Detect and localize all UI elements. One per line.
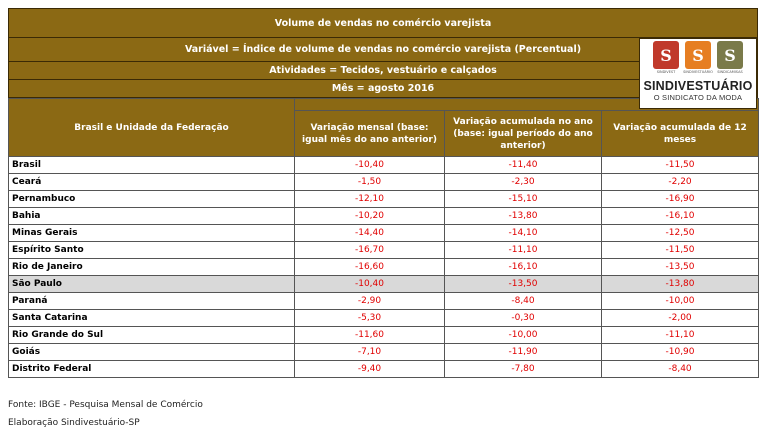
mensal-cell: -10,40	[295, 157, 445, 174]
meses12-cell: -10,90	[602, 344, 759, 361]
table-row	[9, 361, 759, 378]
meses12-cell: -2,00	[602, 310, 759, 327]
ano-cell: -13,80	[445, 208, 602, 225]
uf-cell: Paraná	[9, 293, 295, 310]
sindivestuario-logo	[639, 38, 757, 109]
table-row	[9, 157, 759, 174]
ano-cell: -16,10	[445, 259, 602, 276]
uf-cell: Santa Catarina	[9, 310, 295, 327]
ano-cell: -13,50	[445, 276, 602, 293]
meses12-cell: -11,50	[602, 157, 759, 174]
ano-cell: -2,30	[445, 174, 602, 191]
uf-cell: Rio Grande do Sul	[9, 327, 295, 344]
uf-cell: Rio de Janeiro	[9, 259, 295, 276]
meses12-cell: -8,40	[602, 361, 759, 378]
ano-cell: -14,10	[445, 225, 602, 242]
ano-cell: -11,10	[445, 242, 602, 259]
ano-cell: -15,10	[445, 191, 602, 208]
meses12-cell: -13,50	[602, 259, 759, 276]
uf-cell: Bahia	[9, 208, 295, 225]
activities-line: Atividades = Tecidos, vestuário e calçados	[8, 62, 758, 80]
table-row	[9, 293, 759, 310]
uf-cell: Distrito Federal	[9, 361, 295, 378]
table-row	[9, 259, 759, 276]
uf-cell: Espírito Santo	[9, 242, 295, 259]
report-table-wrapper	[8, 8, 758, 378]
table-body	[9, 157, 759, 378]
meses12-cell: -16,90	[602, 191, 759, 208]
ano-cell: -0,30	[445, 310, 602, 327]
mensal-cell: -11,60	[295, 327, 445, 344]
table-row	[9, 242, 759, 259]
uf-cell: Pernambuco	[9, 191, 295, 208]
report-meta	[8, 38, 758, 102]
logo-s-icon: S SINDIVEST	[651, 41, 681, 78]
meses12-cell: -11,50	[602, 242, 759, 259]
uf-cell: Minas Gerais	[9, 225, 295, 242]
ano-cell: -8,40	[445, 293, 602, 310]
ano-cell: -10,00	[445, 327, 602, 344]
header-mensal: Variação mensal (base: igual mês do ano anterior)	[295, 111, 445, 157]
uf-cell: Ceará	[9, 174, 295, 191]
meses12-cell: -16,10	[602, 208, 759, 225]
mensal-cell: -5,30	[295, 310, 445, 327]
uf-cell: São Paulo	[9, 276, 295, 293]
mensal-cell: -10,40	[295, 276, 445, 293]
logo-icons	[651, 41, 745, 78]
logo-s-icon: S SINDICAMISAS	[715, 41, 745, 78]
header-ano: Variação acumulada no ano (base: igual período do ano anterior)	[445, 111, 602, 157]
source-note: Fonte: IBGE - Pesquisa Mensal de Comércio	[8, 400, 203, 410]
meses12-cell: -12,50	[602, 225, 759, 242]
table-row	[9, 344, 759, 361]
mensal-cell: -14,40	[295, 225, 445, 242]
uf-cell: Goiás	[9, 344, 295, 361]
logo-s-icon: S SINDIVESTUÁRIO	[683, 41, 713, 78]
table-row	[9, 276, 759, 293]
table-row	[9, 191, 759, 208]
table-row	[9, 208, 759, 225]
meses12-cell: -11,10	[602, 327, 759, 344]
ano-cell: -7,80	[445, 361, 602, 378]
logo-tagline: O SINDICATO DA MODA	[653, 93, 743, 102]
table-row	[9, 225, 759, 242]
mensal-cell: -9,40	[295, 361, 445, 378]
meses12-cell: -10,00	[602, 293, 759, 310]
meses12-cell: -2,20	[602, 174, 759, 191]
author-note: Elaboração Sindivestuário-SP	[8, 418, 140, 428]
report-title: Volume de vendas no comércio varejista	[8, 8, 758, 38]
uf-cell: Brasil	[9, 157, 295, 174]
mensal-cell: -1,50	[295, 174, 445, 191]
mensal-cell: -7,10	[295, 344, 445, 361]
mensal-cell: -16,70	[295, 242, 445, 259]
mensal-cell: -10,20	[295, 208, 445, 225]
table-row	[9, 174, 759, 191]
header-12meses: Variação acumulada de 12 meses	[602, 111, 759, 157]
mensal-cell: -16,60	[295, 259, 445, 276]
table-row	[9, 327, 759, 344]
header-uf: Brasil e Unidade da Federação	[9, 99, 295, 157]
month-line: Mês = agosto 2016	[8, 80, 758, 98]
ano-cell: -11,40	[445, 157, 602, 174]
sales-table	[8, 98, 759, 378]
ano-cell: -11,90	[445, 344, 602, 361]
variable-line: Variável = Índice de volume de vendas no comércio varejista (Percentual)	[8, 38, 758, 62]
mensal-cell: -2,90	[295, 293, 445, 310]
table-row	[9, 310, 759, 327]
mensal-cell: -12,10	[295, 191, 445, 208]
meses12-cell: -13,80	[602, 276, 759, 293]
logo-name: SINDIVESTUÁRIO	[643, 79, 753, 93]
